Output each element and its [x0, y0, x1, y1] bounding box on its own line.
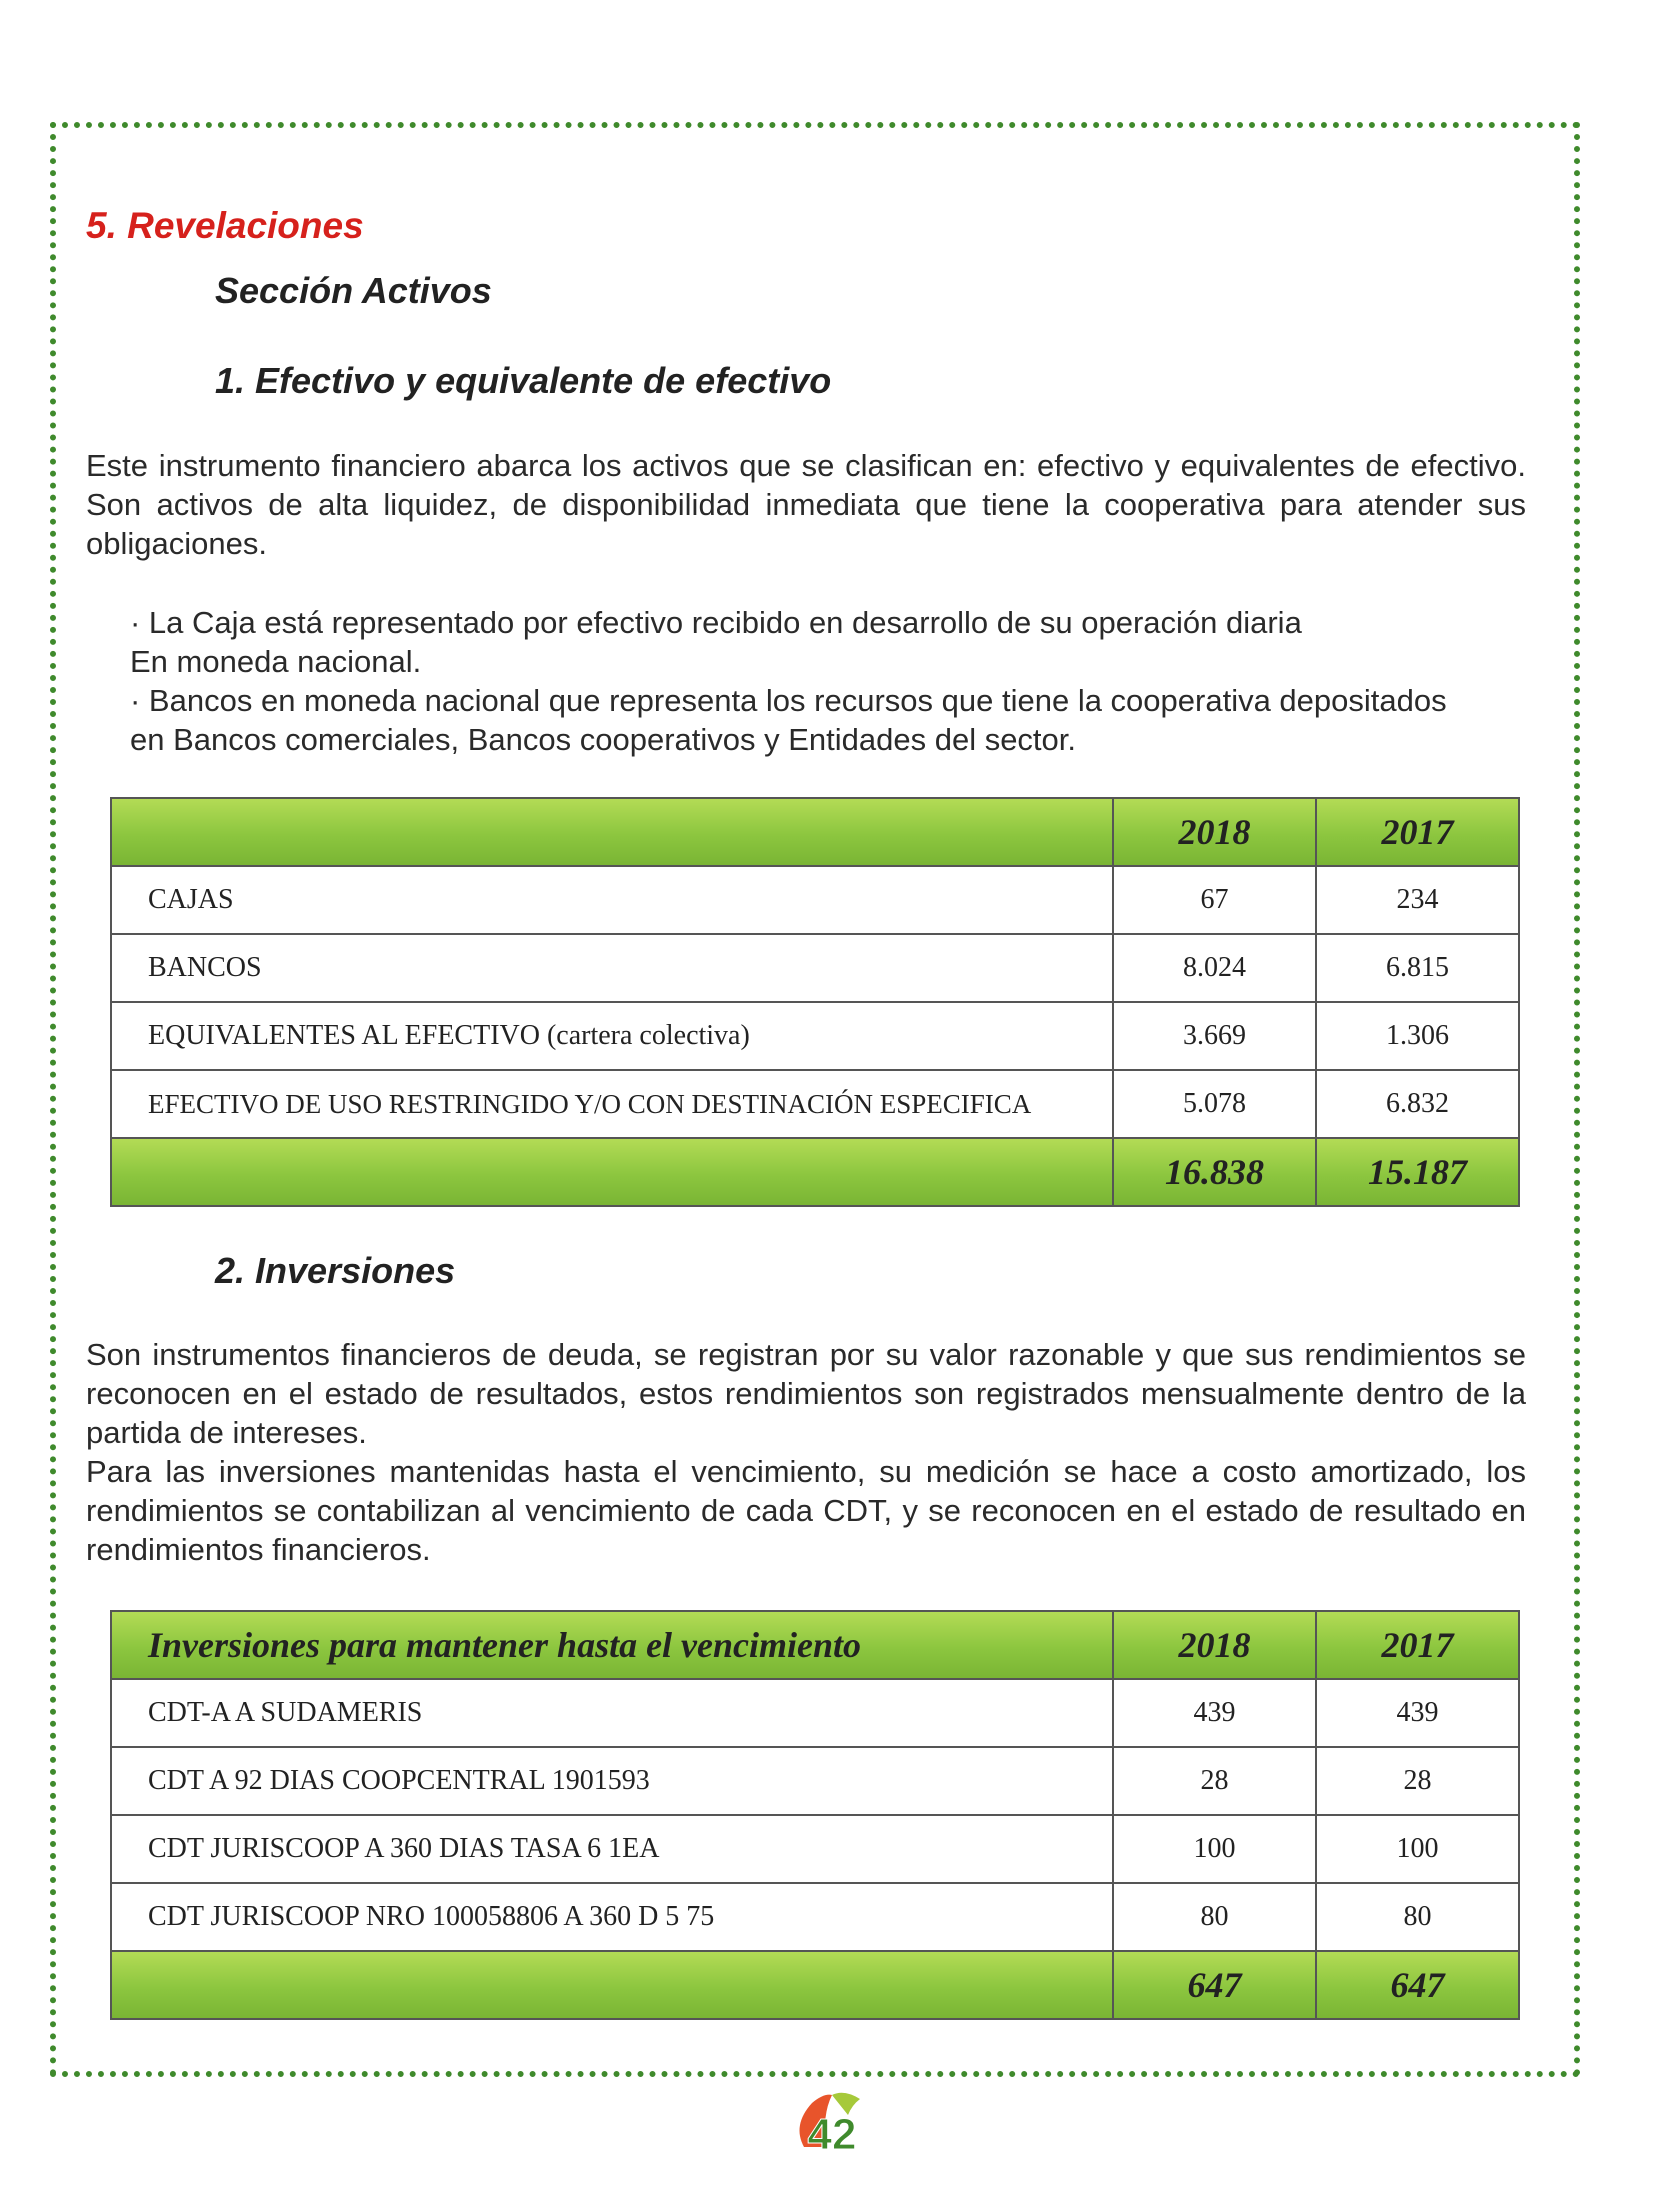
page-number-badge	[782, 2085, 882, 2165]
row-value-2018: 67	[1113, 866, 1316, 934]
total-label-cell	[111, 1138, 1113, 1206]
row-value-2017: 100	[1316, 1815, 1519, 1883]
item1-paragraph: Este instrumento financiero abarca los activos que se clasifican en: efectivo y equivalentes de efectivo. Son activos de alta liquidez, de disponibilidad inmediata que tiene la cooperativa para atender sus obligaciones.	[86, 448, 1526, 561]
header-year-2017: 2017	[1316, 798, 1519, 866]
bullet-caja-line2: En moneda nacional.	[130, 644, 422, 679]
row-value-2018: 28	[1113, 1747, 1316, 1815]
table-header-row	[111, 798, 1519, 866]
row-value-2018: 8.024	[1113, 934, 1316, 1002]
row-value-2018: 3.669	[1113, 1002, 1316, 1070]
row-value-2017: 439	[1316, 1679, 1519, 1747]
row-value-2018: 100	[1113, 1815, 1316, 1883]
table-total-row	[111, 1951, 1519, 2019]
total-2018: 647	[1113, 1951, 1316, 2019]
header-label-cell	[111, 798, 1113, 866]
row-value-2017: 28	[1316, 1747, 1519, 1815]
row-label: CDT A 92 DIAS COOPCENTRAL 1901593	[111, 1747, 1113, 1815]
total-2017: 15.187	[1316, 1138, 1519, 1206]
header-label-cell: Inversiones para mantener hasta el vencimiento	[111, 1611, 1113, 1679]
table-row	[111, 866, 1519, 934]
row-label: CAJAS	[111, 866, 1113, 934]
total-2017: 647	[1316, 1951, 1519, 2019]
total-2018: 16.838	[1113, 1138, 1316, 1206]
page-number: 42	[807, 2110, 857, 2159]
table-total-row	[111, 1138, 1519, 1206]
table-row	[111, 1679, 1519, 1747]
table-row	[111, 1747, 1519, 1815]
table-row	[111, 934, 1519, 1002]
table-row	[111, 1815, 1519, 1883]
item1-bullets	[130, 603, 1530, 759]
table-row	[111, 1883, 1519, 1951]
item2-paragraph2: Para las inversiones mantenidas hasta el vencimiento, su medición se hace a costo amortizado, los rendimientos se contabilizan al vencimiento de cada CDT, y se reconocen en el estado de resultado en rendimientos financieros.	[86, 1454, 1526, 1567]
row-label: CDT JURISCOOP NRO 100058806 A 360 D 5 75	[111, 1883, 1113, 1951]
subsection-title: Sección Activos	[215, 270, 492, 311]
row-value-2018: 439	[1113, 1679, 1316, 1747]
table-row	[111, 1070, 1519, 1138]
row-label: CDT JURISCOOP A 360 DIAS TASA 6 1EA	[111, 1815, 1113, 1883]
row-label: EQUIVALENTES AL EFECTIVO (cartera colectiva)	[111, 1002, 1113, 1070]
bullet-caja-line1: · La Caja está representado por efectivo recibido en desarrollo de su operación diaria	[130, 605, 1302, 640]
item1-title: 1. Efectivo y equivalente de efectivo	[215, 360, 832, 401]
header-year-2018: 2018	[1113, 1611, 1316, 1679]
bullet-bancos-line2: en Bancos comerciales, Bancos cooperativos y Entidades del sector.	[130, 722, 1077, 757]
table-row	[111, 1002, 1519, 1070]
inversiones-table	[110, 1610, 1520, 2020]
section-title: 5. Revelaciones	[86, 205, 364, 246]
header-year-2018: 2018	[1113, 798, 1316, 866]
row-label: CDT-A A SUDAMERIS	[111, 1679, 1113, 1747]
bullet-bancos-line1: · Bancos en moneda nacional que representa los recursos que tiene la cooperativa depositados	[130, 683, 1447, 718]
row-value-2017: 6.815	[1316, 934, 1519, 1002]
row-value-2017: 80	[1316, 1883, 1519, 1951]
row-label: BANCOS	[111, 934, 1113, 1002]
row-value-2018: 80	[1113, 1883, 1316, 1951]
total-label-cell	[111, 1951, 1113, 2019]
row-label: EFECTIVO DE USO RESTRINGIDO Y/O CON DESTINACIÓN ESPECIFICA	[111, 1070, 1113, 1138]
row-value-2018: 5.078	[1113, 1070, 1316, 1138]
item2-title: 2. Inversiones	[215, 1250, 456, 1291]
row-value-2017: 6.832	[1316, 1070, 1519, 1138]
item2-paragraph1: Son instrumentos financieros de deuda, se registran por su valor razonable y que sus rendimientos se reconocen en el estado de resultados, estos rendimientos son registrados mensualmente dentro de la partida de intereses.	[86, 1337, 1526, 1450]
table-header-row	[111, 1611, 1519, 1679]
row-value-2017: 1.306	[1316, 1002, 1519, 1070]
efectivo-table	[110, 797, 1520, 1207]
row-value-2017: 234	[1316, 866, 1519, 934]
header-year-2017: 2017	[1316, 1611, 1519, 1679]
